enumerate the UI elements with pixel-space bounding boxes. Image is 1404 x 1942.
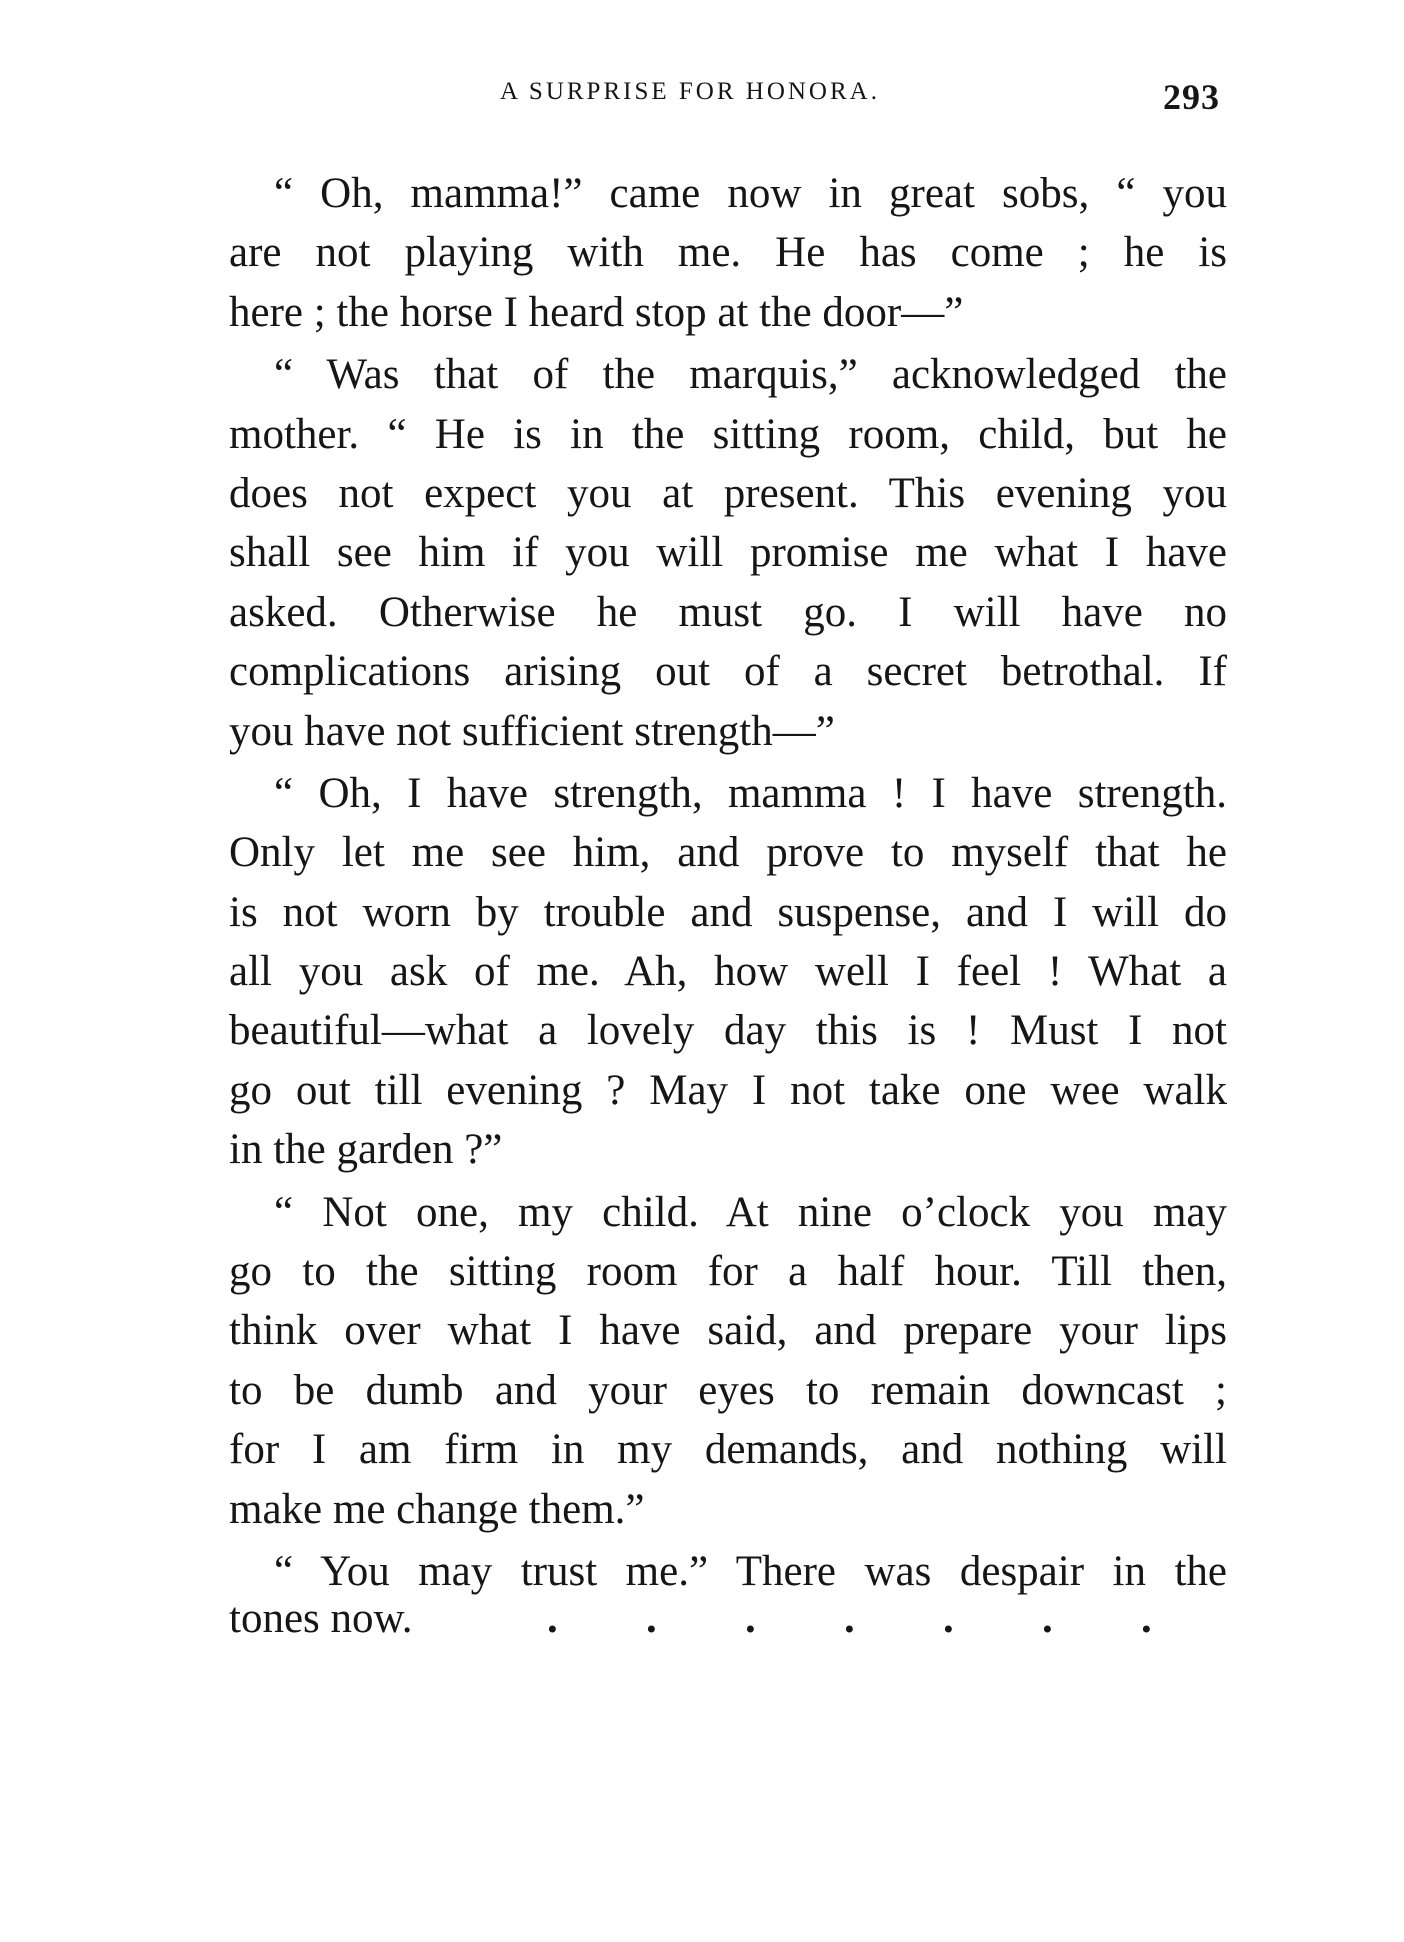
running-head: A SURPRISE FOR HONORA. bbox=[500, 78, 880, 105]
text-line: in the garden ?” bbox=[229, 1126, 503, 1174]
text-line: asked. Otherwise he must go. I will have no bbox=[229, 588, 1227, 636]
text-line: complications arising out of a secret betrothal. If bbox=[229, 648, 1227, 696]
text-line: all you ask of me. Ah, how well I feel ! What a bbox=[229, 948, 1227, 996]
text-line: to be dumb and your eyes to remain downcast ; bbox=[229, 1366, 1227, 1414]
ellipsis-dots bbox=[547, 1589, 1240, 1648]
text-line: go to the sitting room for a half hour. Till then, bbox=[229, 1248, 1227, 1296]
page-number: 293 bbox=[1163, 77, 1220, 117]
text-line: “ Oh, I have strength, mamma ! I have strength. bbox=[274, 769, 1227, 817]
text-line: “ Not one, my child. At nine o’clock you may bbox=[274, 1188, 1227, 1236]
ellipsis-dot: . bbox=[547, 1595, 558, 1642]
final-line bbox=[229, 1589, 1227, 1648]
text-line: Only let me see him, and prove to myself that he bbox=[229, 829, 1227, 877]
text-line: is not worn by trouble and suspense, and I will do bbox=[229, 888, 1227, 936]
text-line: “ Was that of the marquis,” acknowledged the bbox=[274, 351, 1227, 399]
text-line: “ Oh, mamma!” came now in great sobs, “ you bbox=[274, 170, 1227, 217]
text-line: you have not sufficient strength—” bbox=[229, 707, 835, 755]
body-text bbox=[229, 164, 1227, 1601]
text-line: mother. “ He is in the sitting room, child, but he bbox=[229, 410, 1227, 458]
final-line-text: tones now. bbox=[229, 1595, 413, 1642]
text-line: “ You may trust me.” There was despair in the bbox=[274, 1547, 1227, 1595]
ellipsis-dot: . bbox=[745, 1595, 756, 1642]
text-line: for I am firm in my demands, and nothing will bbox=[229, 1426, 1227, 1474]
text-line: are not playing with me. He has come ; he is bbox=[229, 229, 1227, 277]
ellipsis-dot: . bbox=[844, 1595, 855, 1642]
text-line: beautiful—what a lovely day this is ! Must I not bbox=[229, 1007, 1227, 1055]
text-line: shall see him if you will promise me what I have bbox=[229, 529, 1227, 577]
ellipsis-dot: . bbox=[646, 1595, 657, 1642]
text-line: think over what I have said, and prepare your lips bbox=[229, 1307, 1227, 1355]
text-line: here ; the horse I heard stop at the door—” bbox=[229, 288, 964, 336]
text-line: make me change them.” bbox=[229, 1485, 645, 1533]
ellipsis-dot: . bbox=[1141, 1595, 1152, 1642]
text-line: go out till evening ? May I not take one wee walk bbox=[229, 1066, 1227, 1114]
ellipsis-dot: . bbox=[943, 1595, 954, 1642]
ellipsis-dot: . bbox=[1042, 1595, 1053, 1642]
text-line: does not expect you at present. This evening you bbox=[229, 469, 1227, 517]
